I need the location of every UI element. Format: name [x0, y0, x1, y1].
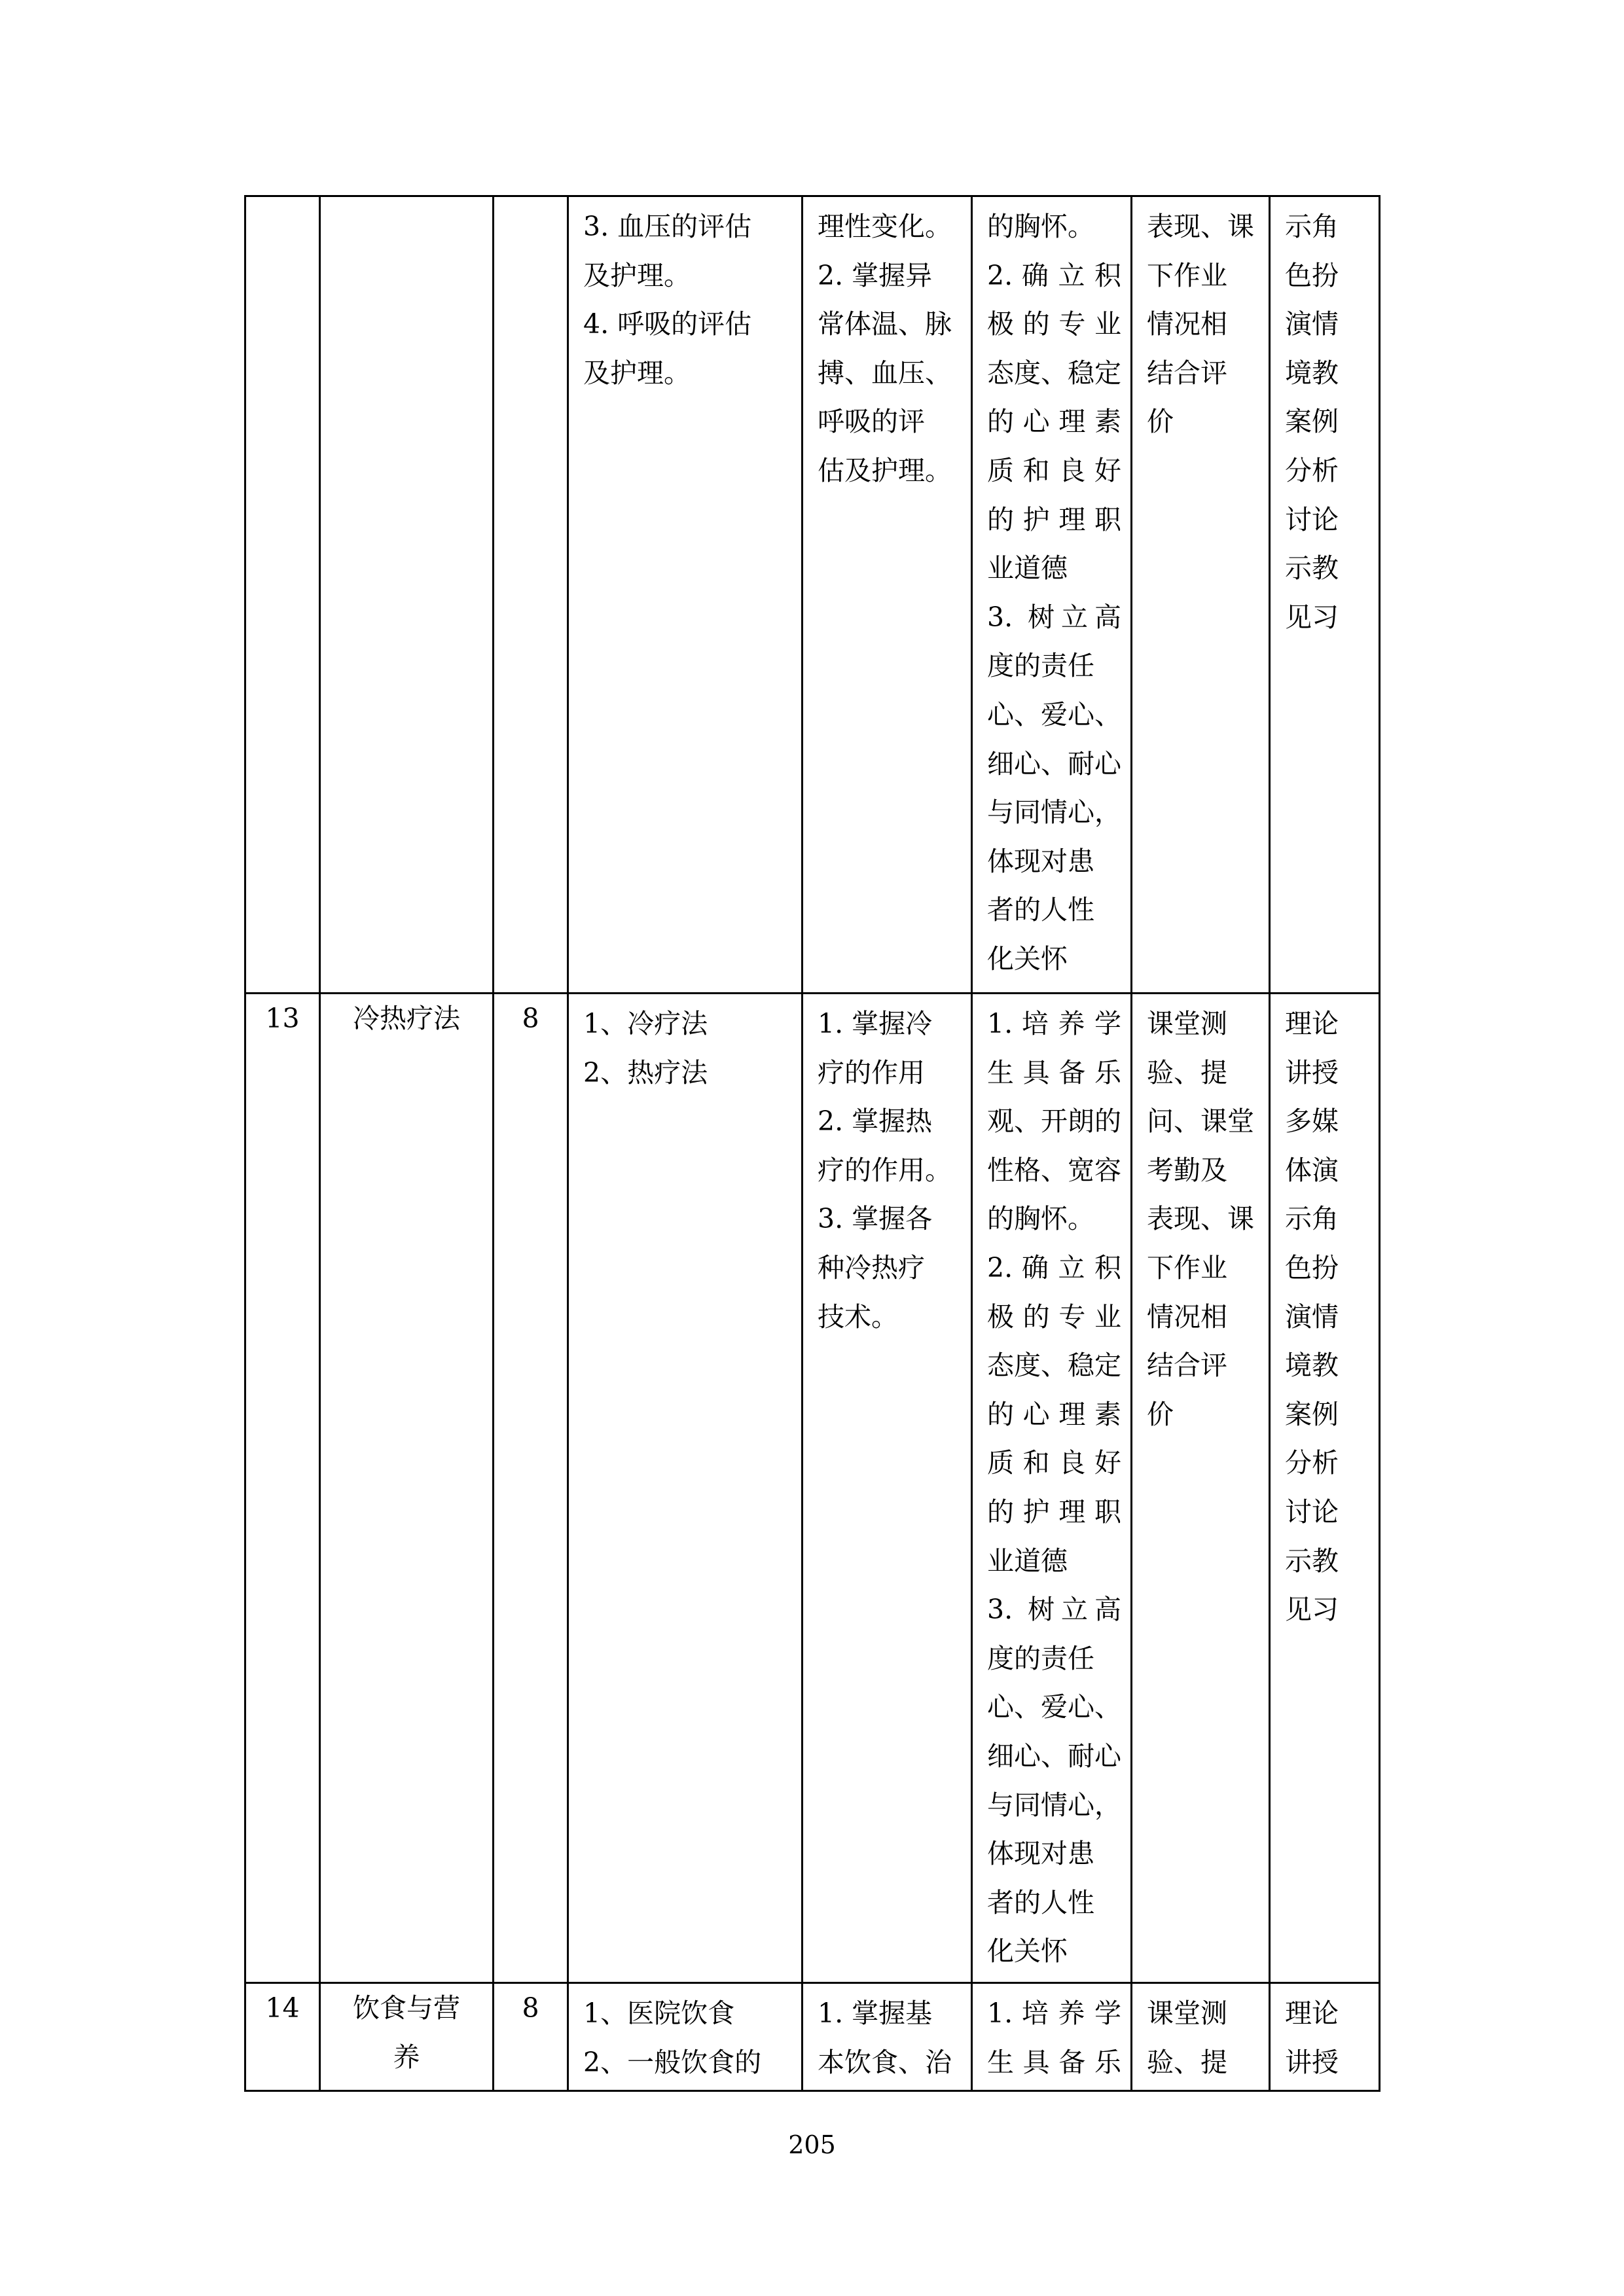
- ethics-line: 与同情心，: [987, 797, 1121, 829]
- ethics-line: 极 的 专 业: [987, 308, 1121, 340]
- ethics-line: 化关怀: [987, 942, 1068, 975]
- ethics-line: 者的人性: [987, 1886, 1094, 1918]
- ethics-line: 1. 培 养 学: [987, 1998, 1121, 2029]
- methods-line: 案例: [1285, 1398, 1339, 1430]
- content-line: 2、热疗法: [583, 1056, 708, 1088]
- methods-line: 境教: [1285, 1350, 1339, 1382]
- content-line: 4. 呼吸的评估: [583, 308, 752, 340]
- ethics-line: 观、开朗的: [987, 1105, 1121, 1138]
- methods-line: 演情: [1285, 1300, 1339, 1333]
- assessment: [1132, 1984, 1269, 2087]
- methods-line: 分析: [1285, 454, 1339, 486]
- ethics-line: 3. 树立高: [987, 1594, 1121, 1626]
- ethics-line: 者的人性: [987, 894, 1094, 926]
- objectives-line: 搏、血压、: [818, 357, 952, 389]
- ethics-line: 的 护 理 职: [987, 1496, 1121, 1528]
- methods-line: 讲授: [1285, 2046, 1339, 2078]
- ethics-line: 度的责任: [987, 650, 1094, 682]
- ethics-line: 的胸怀。: [987, 1203, 1094, 1235]
- methods-cell: [1270, 994, 1380, 1983]
- ethics-line: 的 心 理 素: [987, 406, 1121, 438]
- content-line: 2、一般饮食的: [583, 2046, 762, 2078]
- content: [569, 197, 801, 397]
- ethics-line: 态度、稳定: [987, 357, 1121, 389]
- ethics: [973, 1984, 1130, 2087]
- ethics-line: 的 护 理 职: [987, 503, 1121, 535]
- ethics-line: 质 和 良 好: [987, 1447, 1121, 1479]
- objectives-line: 本饮食、治: [818, 2046, 952, 2078]
- objectives-line: 1. 掌握基: [818, 1998, 933, 2029]
- row-number-cell: [245, 994, 320, 1983]
- ethics-line: 1. 培 养 学: [987, 1008, 1121, 1039]
- hours: 8: [522, 1003, 539, 1034]
- ethics-line: 质 和 良 好: [987, 454, 1121, 486]
- ethics-cell: [972, 994, 1132, 1983]
- ethics: [973, 197, 1130, 984]
- methods-line: 案例: [1285, 406, 1339, 438]
- methods-line: 演情: [1285, 308, 1339, 340]
- ethics-line: 性格、宽容: [987, 1154, 1121, 1186]
- assessment-line: 价: [1147, 1398, 1174, 1430]
- methods: [1271, 994, 1379, 1634]
- objectives-cell: [803, 1983, 972, 2091]
- methods-line: 理论: [1285, 1008, 1339, 1039]
- ethics-line: 心、爱心、: [987, 698, 1121, 730]
- objectives-cell: [803, 994, 972, 1983]
- objectives-line: 3. 掌握各: [818, 1203, 933, 1235]
- content-line: 1、冷疗法: [583, 1008, 708, 1039]
- ethics-line: 的胸怀。: [987, 211, 1094, 242]
- content-line: 1、医院饮食: [583, 1998, 735, 2029]
- ethics-line: 化关怀: [987, 1935, 1068, 1967]
- objectives-line: 呼吸的评: [818, 406, 925, 438]
- assessment-line: 课堂测: [1147, 1998, 1227, 2029]
- objectives-line: 疗的作用: [818, 1056, 925, 1088]
- methods-line: 讨论: [1285, 1496, 1339, 1528]
- row-number-cell: [245, 1983, 320, 2091]
- objectives-cell: [803, 196, 972, 994]
- assessment-line: 表现、课: [1147, 211, 1254, 242]
- assessment-line: 下作业: [1147, 259, 1227, 291]
- content-line: 3. 血压的评估: [583, 211, 752, 242]
- assessment-line: 表现、课: [1147, 1203, 1254, 1235]
- unit-name-cell: [320, 1983, 494, 2091]
- row-number-cell: [245, 196, 320, 994]
- ethics-line: 极 的 专 业: [987, 1300, 1121, 1333]
- ethics-cell: [972, 1983, 1132, 2091]
- table-row: [245, 196, 1380, 994]
- ethics-cell: [972, 196, 1132, 994]
- ethics-line: 生 具 备 乐: [987, 1056, 1121, 1088]
- assessment-line: 情况相: [1147, 308, 1227, 340]
- objectives-line: 估及护理。: [818, 454, 952, 486]
- objectives-line: 种冷热疗: [818, 1251, 925, 1283]
- assessment: [1132, 994, 1269, 1439]
- table-row: [245, 1983, 1380, 2091]
- ethics-line: 心、爱心、: [987, 1691, 1121, 1723]
- content-line: 及护理。: [583, 357, 691, 389]
- assessment-line: 结合评: [1147, 357, 1227, 389]
- objectives-line: 常体温、脉: [818, 308, 952, 340]
- content-cell: [568, 1983, 803, 2091]
- ethics-line: 的 心 理 素: [987, 1398, 1121, 1430]
- assessment-line: 验、提: [1147, 2046, 1227, 2078]
- unit-name-cell: [320, 196, 494, 994]
- methods-line: 示角: [1285, 211, 1339, 242]
- curriculum-table: [244, 195, 1380, 2092]
- assessment-line: 价: [1147, 406, 1174, 438]
- objectives-line: 2. 掌握热: [818, 1105, 933, 1138]
- ethics: [973, 994, 1130, 1976]
- methods-line: 见习: [1285, 601, 1339, 633]
- ethics-line: 态度、稳定: [987, 1350, 1121, 1382]
- assessment-cell: [1132, 1983, 1270, 2091]
- name-line: 养: [393, 2041, 420, 2073]
- assessment: [1132, 197, 1269, 446]
- unit-name: [321, 994, 492, 1043]
- objectives-line: 1. 掌握冷: [818, 1008, 933, 1039]
- row-number: 14: [265, 1992, 300, 2024]
- methods-cell: [1270, 1983, 1380, 2091]
- row-number: 13: [265, 1003, 300, 1034]
- unit-name-cell: [320, 994, 494, 1983]
- methods-line: 色扮: [1285, 259, 1339, 291]
- table-row: [245, 994, 1380, 1983]
- methods: [1271, 197, 1379, 641]
- ethics-line: 与同情心，: [987, 1789, 1121, 1821]
- objectives: [803, 1984, 971, 2087]
- methods-line: 境教: [1285, 357, 1339, 389]
- ethics-line: 细心、耐心: [987, 747, 1121, 780]
- hours-cell: [494, 196, 568, 994]
- objectives: [803, 197, 971, 495]
- name-line: 饮食与营: [353, 1992, 460, 2024]
- ethics-line: 体现对患: [987, 1838, 1094, 1870]
- methods: [1271, 1984, 1379, 2087]
- ethics-line: 度的责任: [987, 1642, 1094, 1674]
- assessment-line: 考勤及: [1147, 1154, 1227, 1186]
- assessment-line: 下作业: [1147, 1251, 1227, 1283]
- objectives-line: 疗的作用。: [818, 1154, 952, 1186]
- methods-cell: [1270, 196, 1380, 994]
- unit-name: [321, 1984, 492, 2081]
- methods-line: 示教: [1285, 552, 1339, 584]
- hours-cell: [494, 994, 568, 1983]
- ethics-line: 生 具 备 乐: [987, 2046, 1121, 2078]
- ethics-line: 体现对患: [987, 845, 1094, 877]
- page-number: 205: [788, 2130, 836, 2159]
- methods-line: 体演: [1285, 1154, 1339, 1186]
- content-cell: [568, 196, 803, 994]
- objectives: [803, 994, 971, 1341]
- objectives-line: 2. 掌握异: [818, 259, 933, 291]
- hours-cell: [494, 1983, 568, 2091]
- methods-line: 分析: [1285, 1447, 1339, 1479]
- ethics-line: 细心、耐心: [987, 1740, 1121, 1772]
- assessment-cell: [1132, 196, 1270, 994]
- name-line: 冷热疗法: [353, 1003, 460, 1034]
- objectives-line: 技术。: [818, 1300, 898, 1333]
- content-cell: [568, 994, 803, 1983]
- content-line: 及护理。: [583, 259, 691, 291]
- methods-line: 多媒: [1285, 1105, 1339, 1138]
- methods-line: 见习: [1285, 1594, 1339, 1626]
- assessment-line: 问、课堂: [1147, 1105, 1254, 1138]
- hours: 8: [522, 1992, 539, 2024]
- ethics-line: 业道德: [987, 552, 1068, 584]
- methods-line: 讨论: [1285, 503, 1339, 535]
- objectives-line: 理性变化。: [818, 211, 952, 242]
- methods-line: 讲授: [1285, 1056, 1339, 1088]
- assessment-line: 情况相: [1147, 1300, 1227, 1333]
- assessment-line: 验、提: [1147, 1056, 1227, 1088]
- methods-line: 色扮: [1285, 1251, 1339, 1283]
- ethics-line: 2. 确 立 积: [987, 1251, 1121, 1283]
- assessment-cell: [1132, 994, 1270, 1983]
- methods-line: 示教: [1285, 1545, 1339, 1577]
- ethics-line: 业道德: [987, 1545, 1068, 1577]
- methods-line: 示角: [1285, 1203, 1339, 1235]
- methods-line: 理论: [1285, 1998, 1339, 2029]
- content: [569, 994, 801, 1097]
- assessment-line: 结合评: [1147, 1350, 1227, 1382]
- ethics-line: 3. 树立高: [987, 601, 1121, 633]
- assessment-line: 课堂测: [1147, 1008, 1227, 1039]
- content: [569, 1984, 801, 2087]
- ethics-line: 2. 确 立 积: [987, 259, 1121, 291]
